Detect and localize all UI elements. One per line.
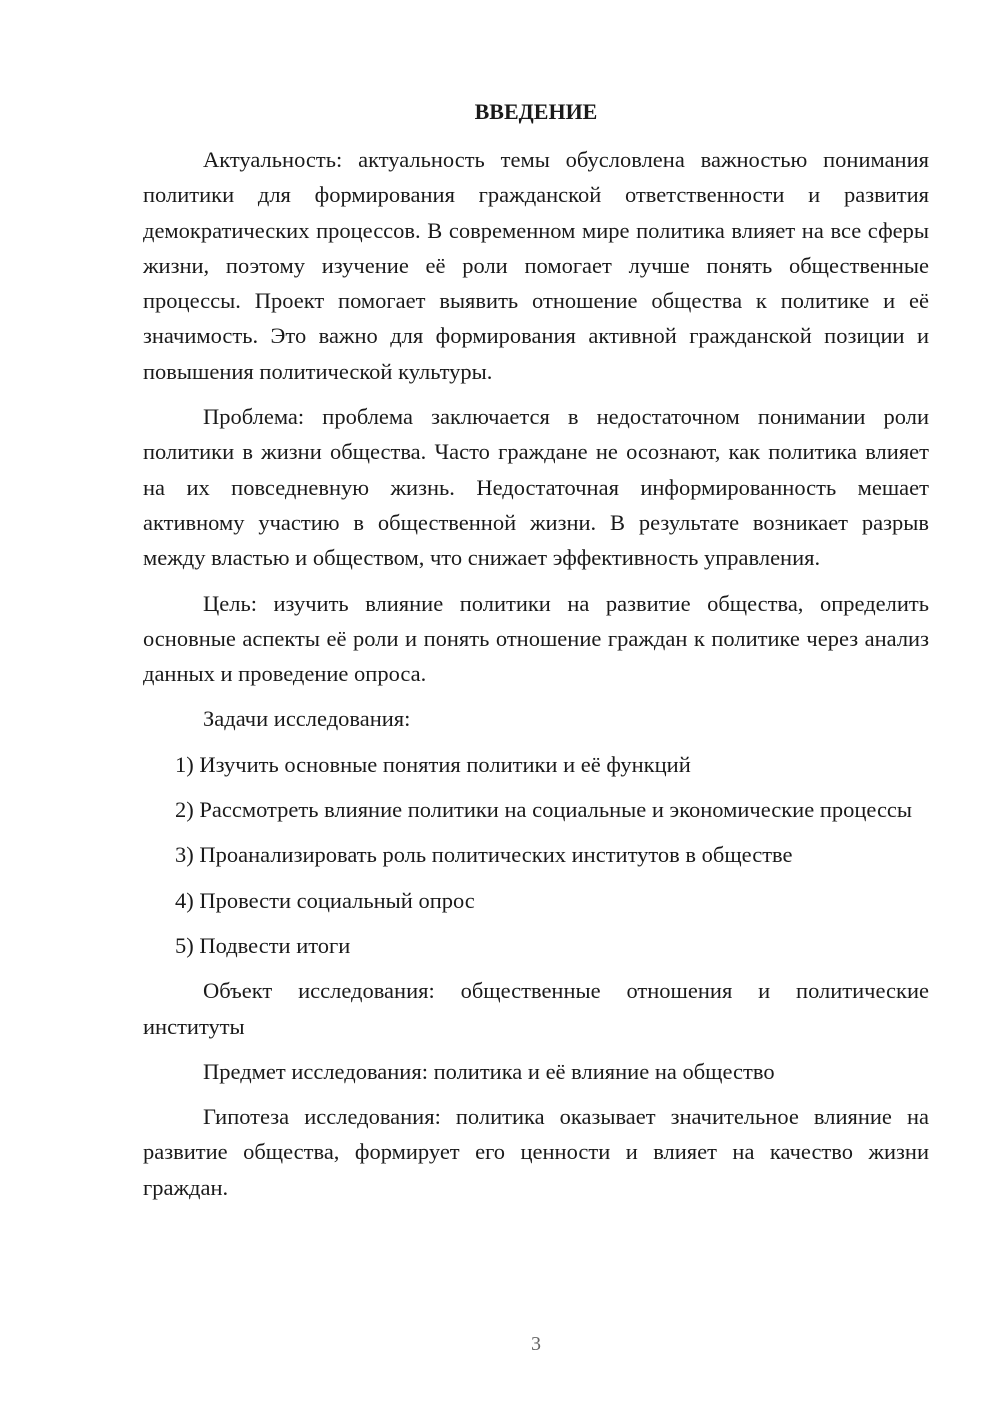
- task-item-3: 3) Проанализировать роль политических институтов в обществе: [175, 842, 793, 868]
- task-item-2: 2) Рассмотреть влияние политики на социальные и экономические процессы: [175, 797, 913, 823]
- paragraph-object: Объект исследования: общественные отношения и политические институты: [143, 978, 929, 1039]
- task-item-5: 5) Подвести итоги: [175, 932, 351, 958]
- page-title: ВВЕДЕНИЕ: [474, 99, 598, 124]
- document-body: [143, 142, 929, 1215]
- paragraph-relevance: Актуальность: актуальность темы обусловлена важностью понимания политики для формирования гражданской ответственности и развития демократических процессов. В современном мире политика влияет на все сферы жизни, поэтому изучение её роли помогает лучше понять общественные процессы. Проект помогает выявить отношение общества к политике и её значимость. Это важно для формирования активной гражданской позиции и повышения политической культуры.: [143, 147, 929, 384]
- task-item-4: 4) Провести социальный опрос: [175, 887, 475, 913]
- tasks-heading: Задачи исследования:: [203, 706, 411, 732]
- paragraph-problem: Проблема: проблема заключается в недостаточном понимании роли политики в жизни общества. Часто граждане не осознают, как политика влияет на их повседневную жизнь. Недостаточная информированность мешает активному участию в общественной жизни. В результате возникает разрыв между властью и обществом, что снижает эффективность управления.: [143, 404, 929, 571]
- paragraph-hypothesis: Гипотеза исследования: политика оказывает значительное влияние на развитие общества, формирует его ценности и влияет на качество жизни граждан.: [143, 1104, 929, 1200]
- page-number: 3: [531, 1333, 541, 1355]
- paragraph-goal: Цель: изучить влияние политики на развитие общества, определить основные аспекты её роли и понять отношение граждан к политике через анализ данных и проведение опроса.: [143, 590, 929, 687]
- task-item-1: 1) Изучить основные понятия политики и её функций: [175, 751, 691, 777]
- paragraph-subject: Предмет исследования: политика и её влияние на общество: [203, 1058, 775, 1084]
